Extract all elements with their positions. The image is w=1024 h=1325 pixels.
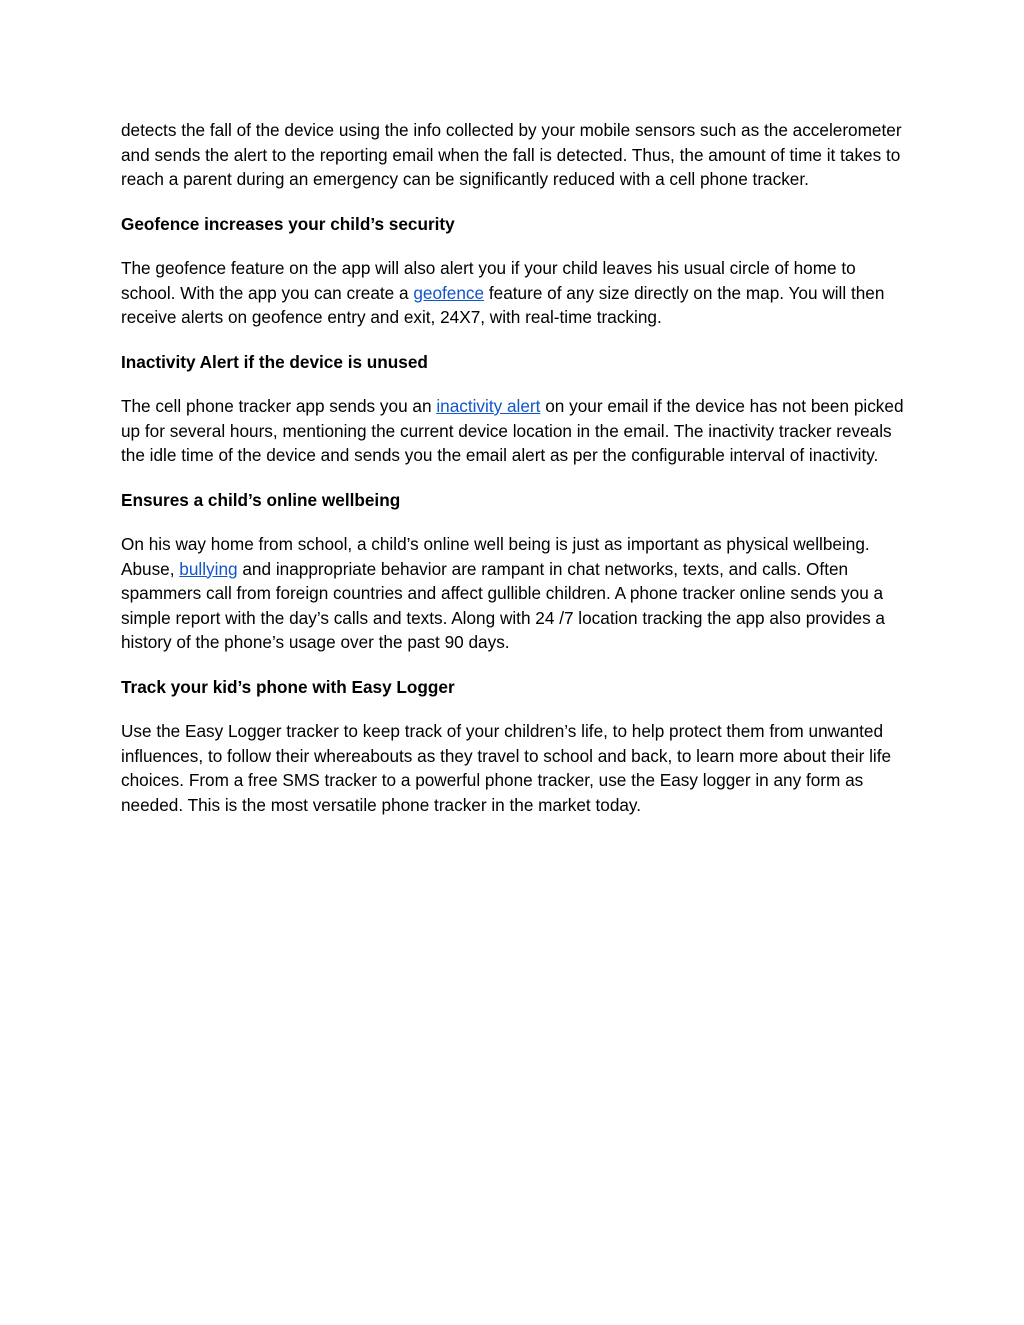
geofence-text-before: The geofence feature on the app will also alert you if your child leaves his usual circle of home to school. With the app you can create a (121, 258, 856, 303)
wellbeing-heading: Ensures a child’s online wellbeing (121, 489, 401, 510)
inactivity-text-after: on your email if the device has not been picked up for several hours, mentioning the current device location in the email. The inactivity tracker reveals the idle time of the device and sends you the email alert as per the configurable interval of inactivity. (121, 396, 904, 465)
wellbeing-paragraph (121, 532, 911, 655)
bullying-link[interactable]: bullying (179, 558, 238, 579)
intro-paragraph: detects the fall of the device using the info collected by your mobile sensors such as the accelerometer and sends the alert to the reporting email when the fall is detected. Thus, the amount of time it takes to reach a parent during an emergency can be significantly reduced with a cell phone tracker. (121, 120, 902, 189)
geofence-heading: Geofence increases your child’s security (121, 213, 455, 234)
geofence-paragraph (121, 256, 911, 330)
geofence-text-after: feature of any size directly on the map. You will then receive alerts on geofence entry and exit, 24X7, with real-time tracking. (121, 282, 885, 327)
easylogger-paragraph: Use the Easy Logger tracker to keep track of your children’s life, to help protect them from unwanted influences, to follow their whereabouts as they travel to school and back, to learn more about their life choices. From a free SMS tracker to a powerful phone tracker, use the Easy logger in any form as needed. This is the most versatile phone tracker in the market today. (121, 721, 892, 815)
inactivity-alert-link[interactable]: inactivity alert (436, 396, 541, 416)
inactivity-heading: Inactivity Alert if the device is unused (121, 351, 428, 372)
geofence-link[interactable]: geofence (413, 282, 485, 303)
wellbeing-text-before: On his way home from school, a child’s online well being is just as important as physical wellbeing. Abuse, (121, 534, 870, 579)
inactivity-text-before: The cell phone tracker app sends you an (121, 396, 437, 416)
document-page (121, 118, 911, 837)
easylogger-heading: Track your kid’s phone with Easy Logger (121, 676, 455, 697)
inactivity-paragraph (121, 394, 911, 468)
wellbeing-text-after: and inappropriate behavior are rampant in chat networks, texts, and calls. Often spammers call from foreign countries and affect gullible children. A phone tracker online sends you a simple report with the day’s calls and texts. Along with 24 /7 location tracking the app also provides a history of the phone’s usage over the past 90 days. (121, 558, 885, 652)
